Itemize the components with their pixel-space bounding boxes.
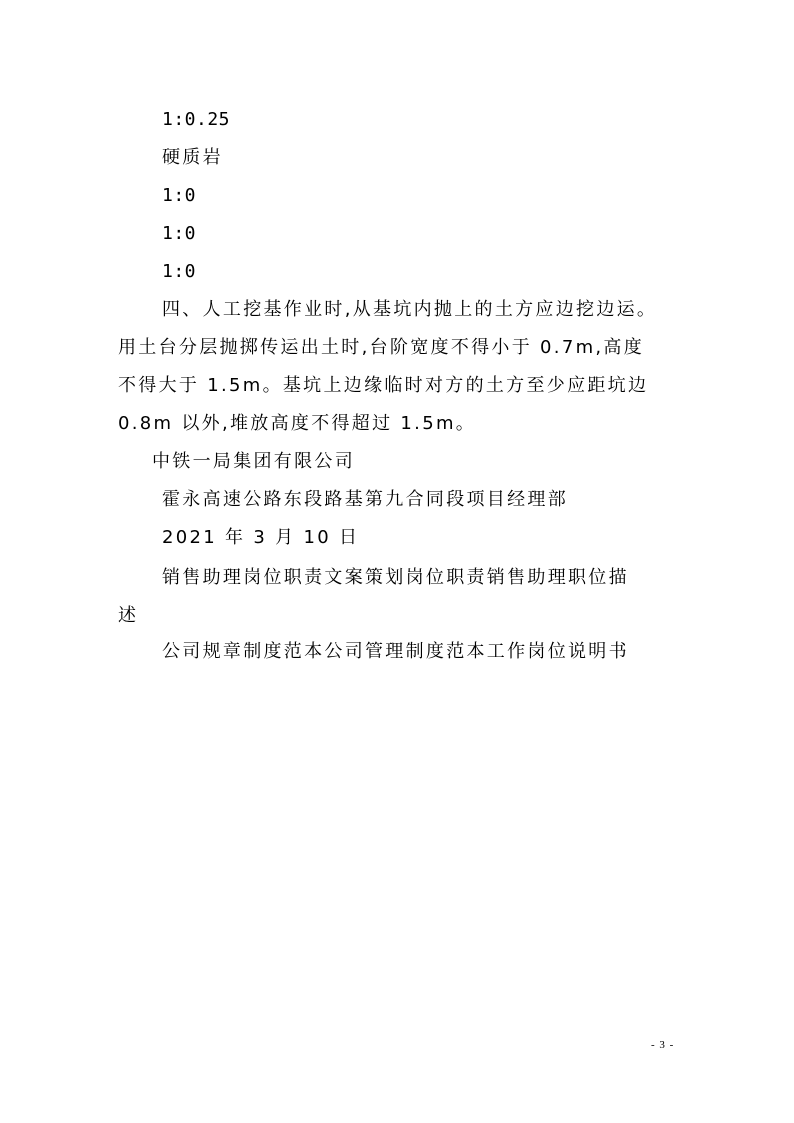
rock-type-label: 硬质岩 [162, 147, 223, 168]
related-links-line-2: 述 [118, 605, 139, 626]
paragraph-line-2: 用土台分层抛掷传运出土时,台阶宽度不得小于 0.7m,高度 [118, 337, 645, 358]
department-name: 霍永高速公路东段路基第九合同段项目经理部 [162, 489, 568, 510]
related-links-line-1: 销售助理岗位职责文案策划岗位职责销售助理职位描 [162, 567, 629, 588]
ratio-line-1: 1:0.25 [162, 109, 231, 130]
ratio-line-4: 1:0 [162, 261, 197, 282]
document-date: 2021 年 3 月 10 日 [162, 527, 360, 548]
paragraph-line-4: 0.8m 以外,堆放高度不得超过 1.5m。 [118, 413, 477, 434]
ratio-line-2: 1:0 [162, 185, 197, 206]
ratio-line-3: 1:0 [162, 223, 197, 244]
paragraph-line-3: 不得大于 1.5m。基坑上边缘临时对方的土方至少应距坑边 [118, 375, 649, 396]
paragraph-line-1: 四、人工挖基作业时,从基坑内抛上的土方应边挖边运。 [162, 299, 658, 320]
related-links-line-3: 公司规章制度范本公司管理制度范本工作岗位说明书 [162, 641, 629, 662]
page-number: - 3 - [651, 1039, 675, 1051]
company-name: 中铁一局集团有限公司 [152, 451, 355, 472]
